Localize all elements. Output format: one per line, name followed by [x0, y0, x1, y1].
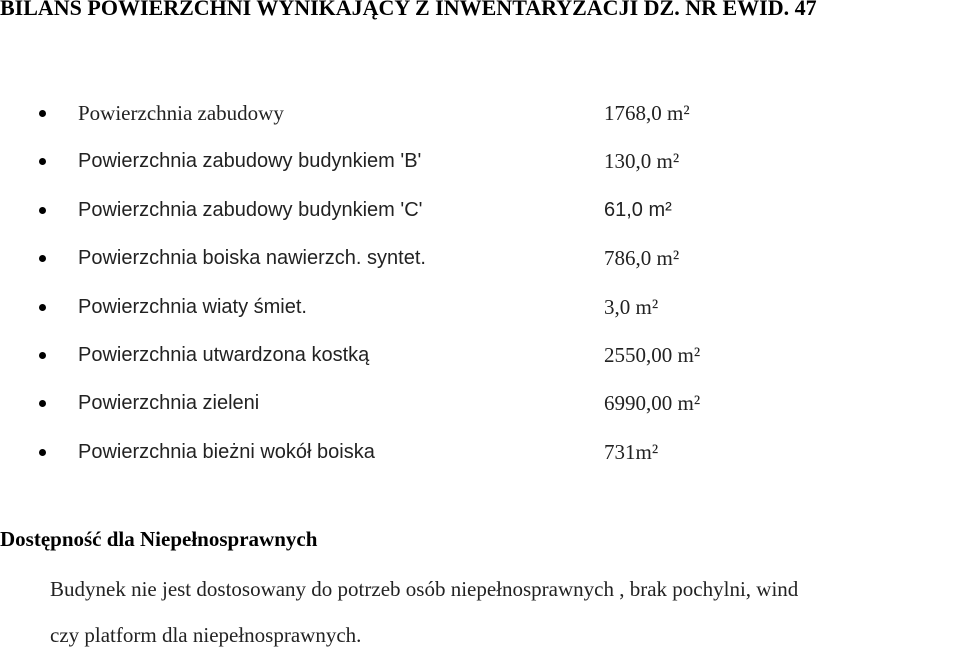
area-row-synthetic-pitch: [0, 241, 959, 289]
area-row-greenery: [0, 386, 959, 434]
area-value: 6990,00 m²: [604, 391, 701, 416]
area-label: Powierzchnia wiaty śmiet.: [78, 295, 307, 318]
area-row-built-up: [0, 96, 959, 144]
area-row-paving: [0, 338, 959, 386]
area-label: Powierzchnia zieleni: [78, 392, 260, 415]
area-row-building-c: [0, 193, 959, 241]
accessibility-heading: Dostępność dla Niepełnosprawnych: [0, 527, 318, 551]
area-label: Powierzchnia zabudowy budynkiem 'B': [78, 150, 422, 173]
accessibility-text-line: czy platform dla niepełnosprawnych.: [50, 623, 362, 647]
bullet-icon: [39, 449, 46, 456]
area-row-waste-shelter: [0, 290, 959, 338]
document-heading: BILANS POWIERZCHNI WYNIKAJĄCY Z INWENTARYZACJI DZ. NR EWID. 47: [0, 0, 817, 20]
area-label: Powierzchnia zabudowy budynkiem 'C': [78, 198, 423, 221]
area-label: Powierzchnia boiska nawierzch. syntet.: [78, 247, 426, 270]
area-value: 731m²: [604, 439, 659, 464]
area-label: Powierzchnia zabudowy: [78, 101, 284, 125]
area-value: 130,0 m²: [604, 149, 680, 174]
area-value: 3,0 m²: [604, 294, 659, 319]
bullet-icon: [39, 110, 46, 117]
bullet-icon: [39, 400, 46, 407]
area-value: 61,0 m²: [604, 198, 672, 221]
bullet-icon: [39, 207, 46, 214]
area-value: 1768,0 m²: [604, 101, 690, 125]
area-balance-list: [0, 96, 959, 483]
accessibility-paragraph: [50, 566, 950, 658]
area-row-building-b: [0, 144, 959, 192]
bullet-icon: [39, 158, 46, 165]
bullet-icon: [39, 304, 46, 311]
area-value: 786,0 m²: [604, 246, 680, 271]
area-label: Powierzchnia bieżni wokół boiska: [78, 440, 375, 463]
accessibility-text-line: Budynek nie jest dostosowany do potrzeb osób niepełnosprawnych , brak pochylni, wind: [50, 577, 799, 601]
area-row-running-track: [0, 435, 959, 483]
bullet-icon: [39, 255, 46, 262]
area-label: Powierzchnia utwardzona kostką: [78, 343, 370, 366]
bullet-icon: [39, 352, 46, 359]
area-value: 2550,00 m²: [604, 342, 701, 367]
